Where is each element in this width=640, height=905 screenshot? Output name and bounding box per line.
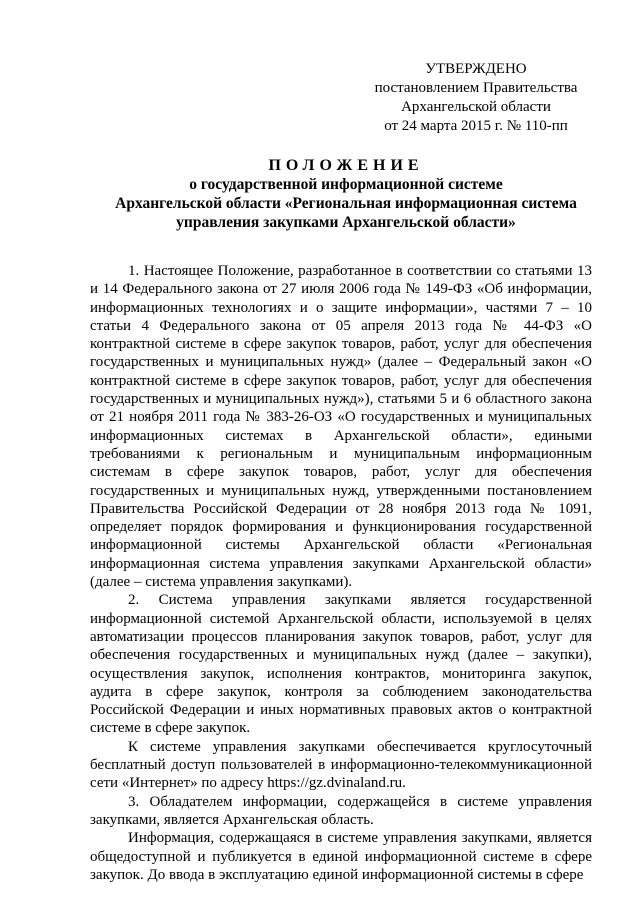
title-heading: ПОЛОЖЕНИЕ xyxy=(268,157,424,174)
document-body xyxy=(90,262,592,884)
approved-date: от 24 марта 2015 г. № 110-пп xyxy=(384,118,568,134)
paragraph-2-access: К системе управления закупками обеспечивается круглосуточный бесплатный доступ пользователей в информационно-телекоммуникационной сети «Интернет» по адресу https://gz.dvinaland.ru. xyxy=(90,738,592,792)
title-line-2: Архангельской области «Региональная информационная система xyxy=(115,195,577,212)
approved-region: Архангельской области xyxy=(401,99,551,115)
approved-label: УТВЕРЖДЕНО xyxy=(425,61,527,77)
title-line-3: управления закупками Архангельской области» xyxy=(176,214,516,231)
paragraph-2: 2. Система управления закупками является государственной информационной системой Архангельской области, используемой в целях автоматизации процессов планирования закупок товаров, работ, услуг для обеспечения государственных и муниципальных нужд (далее – закупки), осуществления закупок, исполнения контрактов, мониторинга закупок, аудита в сфере закупок, контроля за соблюдением законодательства Российской Федерации и иных нормативных правовых актов о контрактной системе в сфере закупок. xyxy=(90,592,592,737)
title-line-1: о государственной информационной системе xyxy=(189,176,503,193)
approved-by: постановлением Правительства xyxy=(374,80,578,96)
approval-stamp xyxy=(360,60,592,136)
paragraph-1: 1. Настоящее Положение, разработанное в соответствии со статьями 13 и 14 Федерального закона от 27 июля 2006 года № 149-ФЗ «Об информации, информационных технологиях и о защите информации», частями 7 – 10 статьи 4 Федерального закона от 05 апреля 2013 года № 44-ФЗ «О контрактной системе в сфере закупок товаров, работ, услуг для обеспечения государственных и муниципальных нужд» (далее – Федеральный закон «О контрактной системе в сфере закупок товаров, работ, услуг для обеспечения государственных и муниципальных нужд»), статьями 5 и 6 областного закона от 21 ноября 2011 года № 383-26-ОЗ «О государственных и муниципальных информационных системах в Архангельской области», едиными требованиями к региональным и муниципальным информационным системам в сфере закупок товаров, работ, услуг для обеспечения государственных и муниципальных нужд, утвержденными постановлением Правительства Российской Федерации от 28 ноября 2013 года № 1091, определяет порядок формирования и функционирования государственной информационной системы Архангельской области «Региональная информационная система управления закупками Архангельской области» (далее – система управления закупками). xyxy=(90,263,592,591)
paragraph-3-info: Информация, содержащаяся в системе управления закупками, является общедоступной и публикуется в единой информационной системе в сфере закупок. До ввода в эксплуатацию единой информационной системы в сфере xyxy=(90,830,592,883)
paragraph-3: 3. Обладателем информации, содержащейся в системе управления закупками, является Архангельская область. xyxy=(90,793,592,828)
document-title xyxy=(60,156,632,232)
